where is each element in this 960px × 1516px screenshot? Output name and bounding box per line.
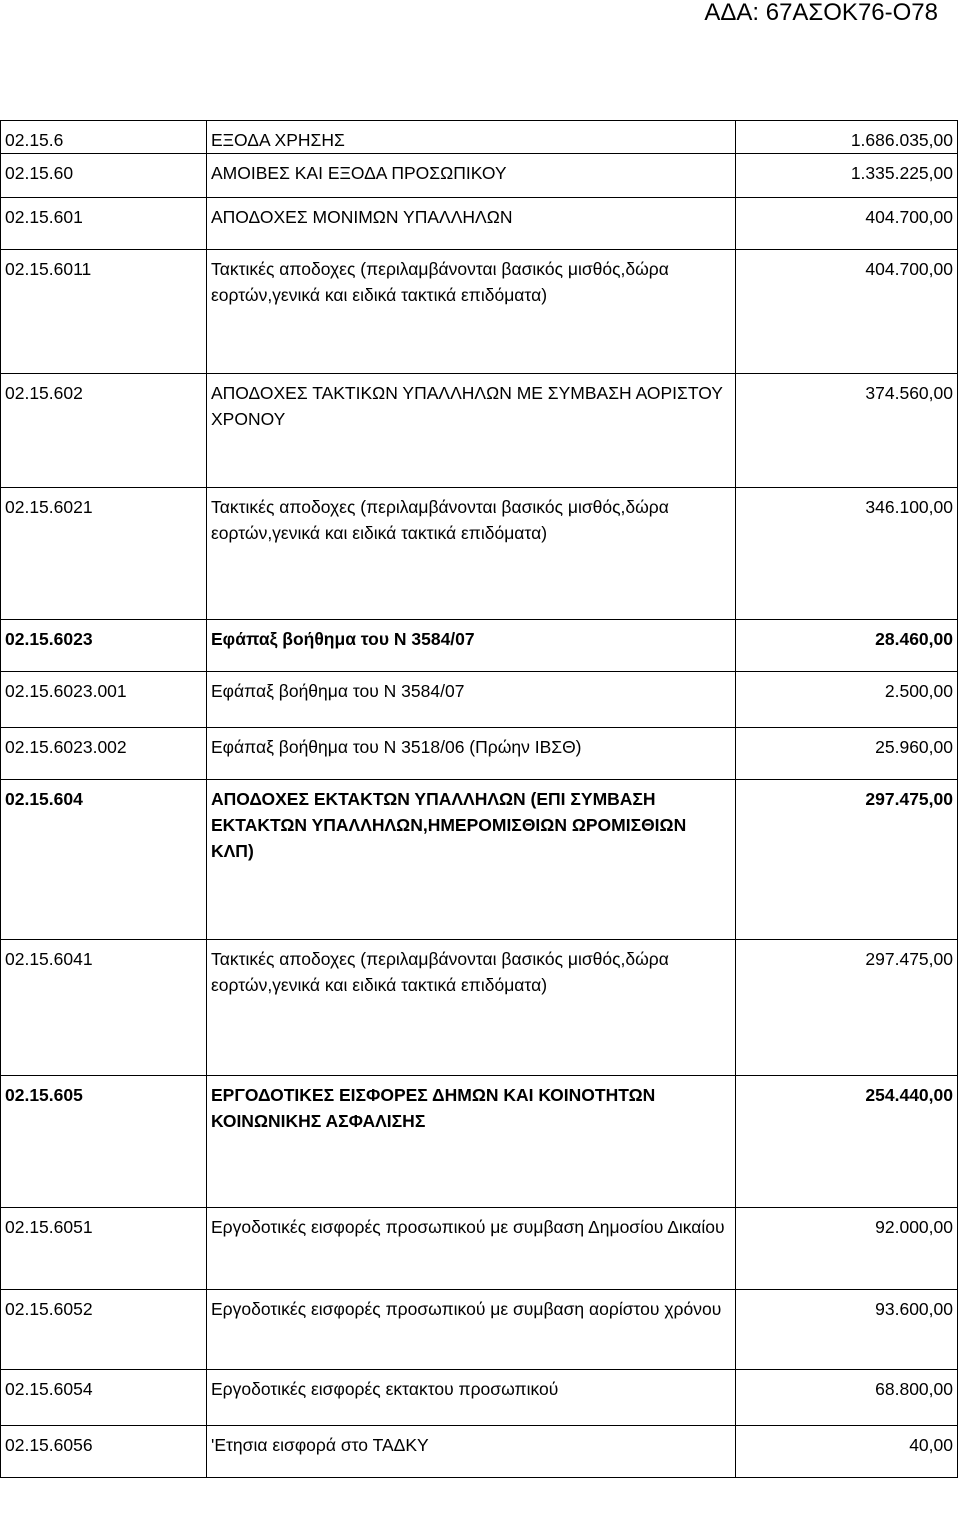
row-amount: 297.475,00 <box>736 780 958 940</box>
row-code: 02.15.6056 <box>1 1426 207 1478</box>
table-row <box>1 198 958 250</box>
row-code: 02.15.6 <box>1 121 207 154</box>
row-description: Εργοδοτικές εισφορές εκτακτου προσωπικού <box>207 1370 736 1426</box>
row-description: ΑΜΟΙΒΕΣ ΚΑΙ ΕΞΟΔΑ ΠΡΟΣΩΠΙΚΟΥ <box>207 154 736 198</box>
row-amount: 1.686.035,00 <box>736 121 958 154</box>
table-row <box>1 780 958 940</box>
row-amount: 346.100,00 <box>736 488 958 620</box>
table-row <box>1 488 958 620</box>
table-row <box>1 154 958 198</box>
row-description: Εργοδοτικές εισφορές προσωπικού με συμβαση αορίστου χρόνου <box>207 1290 736 1370</box>
table-row <box>1 1076 958 1208</box>
row-code: 02.15.605 <box>1 1076 207 1208</box>
row-code: 02.15.6051 <box>1 1208 207 1290</box>
row-code: 02.15.6054 <box>1 1370 207 1426</box>
row-amount: 404.700,00 <box>736 250 958 374</box>
ada-header: ΑΔΑ: 67ΑΣΟΚ76-Ο78 <box>704 0 938 26</box>
row-code: 02.15.6011 <box>1 250 207 374</box>
row-description: ΑΠΟΔΟΧΕΣ ΜΟΝΙΜΩΝ ΥΠΑΛΛΗΛΩΝ <box>207 198 736 250</box>
row-amount: 93.600,00 <box>736 1290 958 1370</box>
row-description: Εφάπαξ βοήθημα του Ν 3518/06 (Πρώην ΙΒΣΘ) <box>207 728 736 780</box>
row-amount: 254.440,00 <box>736 1076 958 1208</box>
row-code: 02.15.6021 <box>1 488 207 620</box>
row-code: 02.15.602 <box>1 374 207 488</box>
row-code: 02.15.6023.001 <box>1 672 207 728</box>
row-code: 02.15.6023.002 <box>1 728 207 780</box>
table-row <box>1 250 958 374</box>
row-amount: 68.800,00 <box>736 1370 958 1426</box>
row-code: 02.15.604 <box>1 780 207 940</box>
table-row <box>1 672 958 728</box>
row-code: 02.15.6052 <box>1 1290 207 1370</box>
row-code: 02.15.6023 <box>1 620 207 672</box>
table-row <box>1 121 958 154</box>
row-description: Τακτικές αποδοχες (περιλαμβάνονται βασικός μισθός,δώρα εορτών,γενικά και ειδικά τακτικά επιδόματα) <box>207 250 736 374</box>
row-code: 02.15.6041 <box>1 940 207 1076</box>
row-code: 02.15.601 <box>1 198 207 250</box>
row-description: Εφάπαξ βοήθημα του Ν 3584/07 <box>207 620 736 672</box>
row-description: Τακτικές αποδοχες (περιλαμβάνονται βασικός μισθός,δώρα εορτών,γενικά και ειδικά τακτικά επιδόματα) <box>207 488 736 620</box>
row-amount: 25.960,00 <box>736 728 958 780</box>
row-amount: 2.500,00 <box>736 672 958 728</box>
table-row <box>1 374 958 488</box>
row-amount: 297.475,00 <box>736 940 958 1076</box>
table-row <box>1 728 958 780</box>
table-row <box>1 620 958 672</box>
row-description: Εργοδοτικές εισφορές προσωπικού με συμβαση Δημοσίου Δικαίου <box>207 1208 736 1290</box>
row-code: 02.15.60 <box>1 154 207 198</box>
row-description: Εφάπαξ βοήθημα του Ν 3584/07 <box>207 672 736 728</box>
row-description: ΕΡΓΟΔΟΤΙΚΕΣ ΕΙΣΦΟΡΕΣ ΔΗΜΩΝ ΚΑΙ ΚΟΙΝΟΤΗΤΩΝ ΚΟΙΝΩΝΙΚΗΣ ΑΣΦΑΛΙΣΗΣ <box>207 1076 736 1208</box>
row-description: 'Ετησια εισφορά στο ΤΑΔΚΥ <box>207 1426 736 1478</box>
table-row <box>1 1426 958 1478</box>
row-amount: 404.700,00 <box>736 198 958 250</box>
row-description: Τακτικές αποδοχες (περιλαμβάνονται βασικός μισθός,δώρα εορτών,γενικά και ειδικά τακτικά επιδόματα) <box>207 940 736 1076</box>
row-description: ΑΠΟΔΟΧΕΣ ΤΑΚΤΙΚΩΝ ΥΠΑΛΛΗΛΩΝ ΜΕ ΣΥΜΒΑΣΗ ΑΟΡΙΣΤΟΥ ΧΡΟΝΟΥ <box>207 374 736 488</box>
row-amount: 1.335.225,00 <box>736 154 958 198</box>
row-amount: 374.560,00 <box>736 374 958 488</box>
row-amount: 92.000,00 <box>736 1208 958 1290</box>
row-description: ΑΠΟΔΟΧΕΣ ΕΚΤΑΚΤΩΝ ΥΠΑΛΛΗΛΩΝ (ΕΠΙ ΣΥΜΒΑΣΗ ΕΚΤΑΚΤΩΝ ΥΠΑΛΛΗΛΩΝ,ΗΜΕΡΟΜΙΣΘΙΩΝ ΩΡΟΜΙΣΘΙΩΝ ΚΛΠ) <box>207 780 736 940</box>
row-amount: 28.460,00 <box>736 620 958 672</box>
row-description: ΕΞΟΔΑ ΧΡΗΣΗΣ <box>207 121 736 154</box>
table-row <box>1 1208 958 1290</box>
table-row <box>1 940 958 1076</box>
table-row <box>1 1290 958 1370</box>
budget-table <box>0 120 958 1478</box>
row-amount: 40,00 <box>736 1426 958 1478</box>
table-row <box>1 1370 958 1426</box>
